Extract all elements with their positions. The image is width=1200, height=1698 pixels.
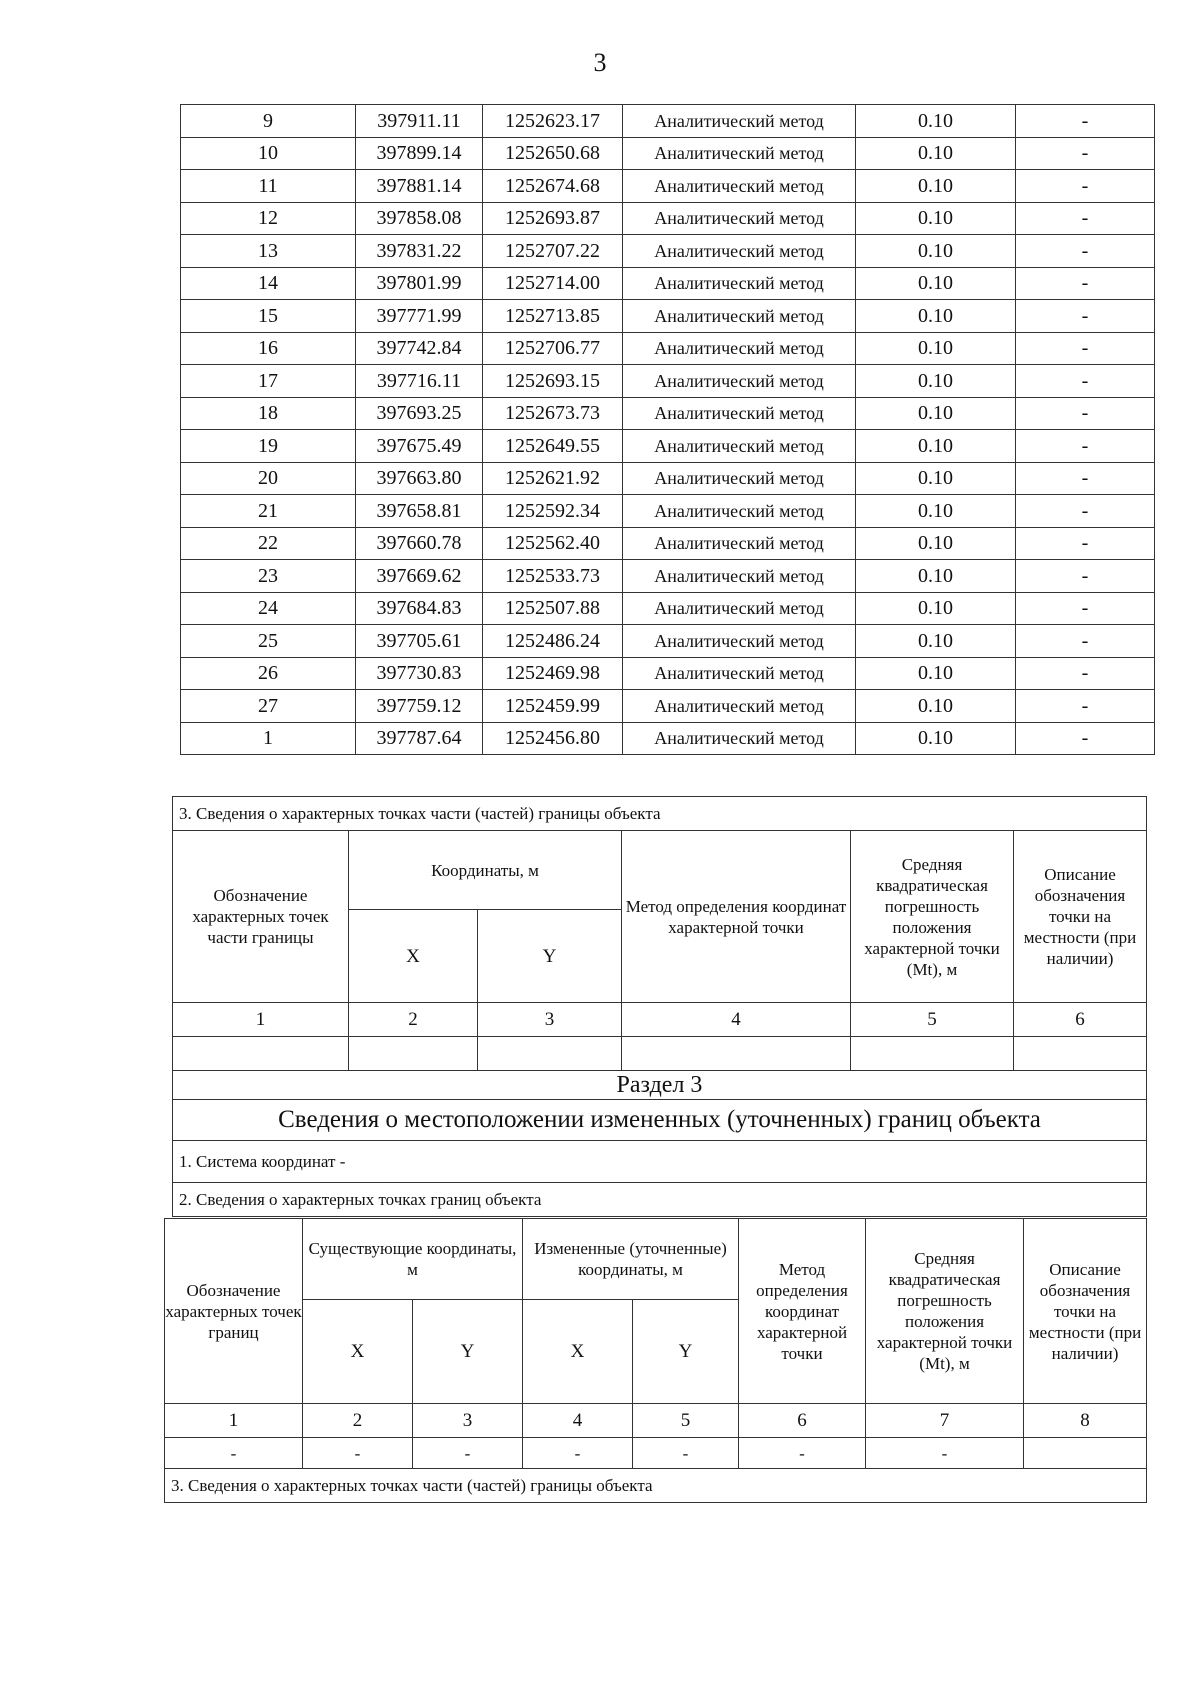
cell-mt: 0.10 <box>856 690 1016 723</box>
cell-n: 25 <box>181 625 356 658</box>
table-row <box>181 527 1155 560</box>
header-x: X <box>303 1300 413 1404</box>
cell-desc: - <box>1016 267 1155 300</box>
table-row <box>181 267 1155 300</box>
col-num: 4 <box>523 1404 633 1438</box>
cell-x: 397881.14 <box>356 170 483 203</box>
cell-x: 397675.49 <box>356 430 483 463</box>
section-title: Раздел 3 <box>173 1071 1147 1100</box>
col-num: 4 <box>622 1003 851 1037</box>
cell-mt: 0.10 <box>856 202 1016 235</box>
cell-method: Аналитический метод <box>623 625 856 658</box>
cell-mt: 0.10 <box>856 300 1016 333</box>
cell-method: Аналитический метод <box>623 105 856 138</box>
cell-method: Аналитический метод <box>623 332 856 365</box>
col-num: 2 <box>349 1003 478 1037</box>
cell-n: 19 <box>181 430 356 463</box>
cell-method: Аналитический метод <box>623 137 856 170</box>
cell-mt: 0.10 <box>856 625 1016 658</box>
page-number: 3 <box>593 48 607 77</box>
cell-n: 20 <box>181 462 356 495</box>
cell-mt: 0.10 <box>856 527 1016 560</box>
cell-method: Аналитический метод <box>623 365 856 398</box>
cell-x: 397801.99 <box>356 267 483 300</box>
cell-mt: 0.10 <box>856 657 1016 690</box>
cell-n: 27 <box>181 690 356 723</box>
empty-cell <box>478 1037 622 1071</box>
table-row <box>181 332 1155 365</box>
cell-y: 1252486.24 <box>483 625 623 658</box>
cell-mt: 0.10 <box>856 722 1016 755</box>
cell-mt: 0.10 <box>856 560 1016 593</box>
cell-method: Аналитический метод <box>623 430 856 463</box>
header-description: Описание обозначения точки на местности (при наличии) <box>1014 831 1147 1003</box>
cell-desc: - <box>1016 332 1155 365</box>
empty-cell <box>173 1037 349 1071</box>
cell-n: 23 <box>181 560 356 593</box>
table-row <box>181 462 1155 495</box>
cell-mt: 0.10 <box>856 462 1016 495</box>
cell-y: 1252650.68 <box>483 137 623 170</box>
cell-desc: - <box>1016 430 1155 463</box>
cell-x: 397663.80 <box>356 462 483 495</box>
header-error: Средняя квадратическая погрешность положения характерной точки (Mt), м <box>851 831 1014 1003</box>
cell-x: 397669.62 <box>356 560 483 593</box>
table-row <box>181 430 1155 463</box>
cell-method: Аналитический метод <box>623 527 856 560</box>
col-num: 3 <box>413 1404 523 1438</box>
header-method: Метод определения координат характерной точки <box>622 831 851 1003</box>
cell-n: 10 <box>181 137 356 170</box>
cell-desc: - <box>1016 462 1155 495</box>
cell-y: 1252592.34 <box>483 495 623 528</box>
table-row <box>181 300 1155 333</box>
col-num: 5 <box>633 1404 739 1438</box>
cell-n: 22 <box>181 527 356 560</box>
cell-x: 397684.83 <box>356 592 483 625</box>
cell-x: 397831.22 <box>356 235 483 268</box>
cell-desc: - <box>1016 202 1155 235</box>
boundary-points-caption: 2. Сведения о характерных точках границ объекта <box>173 1183 1147 1217</box>
cell-n: 16 <box>181 332 356 365</box>
cell-y: 1252674.68 <box>483 170 623 203</box>
header-x: X <box>523 1300 633 1404</box>
dash-cell: - <box>523 1438 633 1469</box>
cell-mt: 0.10 <box>856 267 1016 300</box>
dash-cell: - <box>165 1438 303 1469</box>
cell-method: Аналитический метод <box>623 267 856 300</box>
cell-desc: - <box>1016 495 1155 528</box>
cell-y: 1252621.92 <box>483 462 623 495</box>
header-coordinates: Координаты, м <box>349 831 622 910</box>
cell-y: 1252533.73 <box>483 560 623 593</box>
cell-n: 26 <box>181 657 356 690</box>
cell-n: 13 <box>181 235 356 268</box>
header-y: Y <box>633 1300 739 1404</box>
table-row <box>181 170 1155 203</box>
cell-desc: - <box>1016 235 1155 268</box>
cell-y: 1252714.00 <box>483 267 623 300</box>
cell-method: Аналитический метод <box>623 690 856 723</box>
cell-x: 397705.61 <box>356 625 483 658</box>
cell-n: 11 <box>181 170 356 203</box>
coordinate-system: 1. Система координат - <box>173 1141 1147 1183</box>
dash-cell: - <box>413 1438 523 1469</box>
header-x: X <box>349 910 478 1003</box>
cell-x: 397899.14 <box>356 137 483 170</box>
changed-boundaries-table <box>164 1218 1147 1503</box>
cell-n: 21 <box>181 495 356 528</box>
cell-mt: 0.10 <box>856 592 1016 625</box>
cell-n: 24 <box>181 592 356 625</box>
cell-y: 1252707.22 <box>483 235 623 268</box>
cell-method: Аналитический метод <box>623 560 856 593</box>
cell-mt: 0.10 <box>856 365 1016 398</box>
table-row <box>181 592 1155 625</box>
cell-x: 397658.81 <box>356 495 483 528</box>
cell-x: 397858.08 <box>356 202 483 235</box>
cell-desc: - <box>1016 560 1155 593</box>
table-row <box>181 722 1155 755</box>
cell-x: 397771.99 <box>356 300 483 333</box>
cell-method: Аналитический метод <box>623 397 856 430</box>
header-designation: Обозначение характерных точек части границы <box>173 831 349 1003</box>
cell-desc: - <box>1016 397 1155 430</box>
cell-mt: 0.10 <box>856 430 1016 463</box>
header-description: Описание обозначения точки на местности (при наличии) <box>1024 1219 1147 1404</box>
cell-mt: 0.10 <box>856 105 1016 138</box>
cell-x: 397787.64 <box>356 722 483 755</box>
cell-n: 9 <box>181 105 356 138</box>
header-designation: Обозначение характерных точек границ <box>165 1219 303 1404</box>
cell-method: Аналитический метод <box>623 300 856 333</box>
cell-x: 397716.11 <box>356 365 483 398</box>
cell-y: 1252713.85 <box>483 300 623 333</box>
cell-n: 17 <box>181 365 356 398</box>
table-row <box>181 105 1155 138</box>
cell-desc: - <box>1016 137 1155 170</box>
col-num: 3 <box>478 1003 622 1037</box>
col-num: 1 <box>165 1404 303 1438</box>
part-points-caption: 3. Сведения о характерных точках части (частей) границы объекта <box>173 797 1147 831</box>
table-row <box>181 137 1155 170</box>
cell-mt: 0.10 <box>856 495 1016 528</box>
cell-desc: - <box>1016 527 1155 560</box>
cell-n: 12 <box>181 202 356 235</box>
empty-cell <box>349 1037 478 1071</box>
cell-y: 1252693.15 <box>483 365 623 398</box>
table-row <box>181 235 1155 268</box>
table-row <box>181 397 1155 430</box>
cell-mt: 0.10 <box>856 332 1016 365</box>
dash-cell: - <box>739 1438 866 1469</box>
cell-y: 1252507.88 <box>483 592 623 625</box>
cell-desc: - <box>1016 592 1155 625</box>
cell-desc: - <box>1016 722 1155 755</box>
cell-mt: 0.10 <box>856 235 1016 268</box>
col-num: 2 <box>303 1404 413 1438</box>
cell-mt: 0.10 <box>856 170 1016 203</box>
cell-x: 397759.12 <box>356 690 483 723</box>
col-num: 8 <box>1024 1404 1147 1438</box>
table-row <box>181 365 1155 398</box>
cell-y: 1252693.87 <box>483 202 623 235</box>
cell-y: 1252562.40 <box>483 527 623 560</box>
cell-desc: - <box>1016 625 1155 658</box>
cell-n: 18 <box>181 397 356 430</box>
cell-y: 1252623.17 <box>483 105 623 138</box>
empty-cell <box>622 1037 851 1071</box>
dash-cell: - <box>633 1438 739 1469</box>
col-num: 6 <box>739 1404 866 1438</box>
cell-method: Аналитический метод <box>623 722 856 755</box>
empty-cell <box>1014 1037 1147 1071</box>
cell-y: 1252456.80 <box>483 722 623 755</box>
table-row <box>181 495 1155 528</box>
cell-y: 1252673.73 <box>483 397 623 430</box>
part-boundary-table <box>172 796 1147 1217</box>
cell-n: 1 <box>181 722 356 755</box>
cell-desc: - <box>1016 300 1155 333</box>
empty-cell <box>851 1037 1014 1071</box>
cell-desc: - <box>1016 690 1155 723</box>
cell-method: Аналитический метод <box>623 235 856 268</box>
cell-desc: - <box>1016 170 1155 203</box>
table-row <box>181 560 1155 593</box>
cell-x: 397730.83 <box>356 657 483 690</box>
dash-cell: - <box>303 1438 413 1469</box>
cell-y: 1252469.98 <box>483 657 623 690</box>
cell-n: 15 <box>181 300 356 333</box>
dash-cell <box>1024 1438 1147 1469</box>
dash-cell: - <box>866 1438 1024 1469</box>
header-y: Y <box>478 910 622 1003</box>
part-points-caption: 3. Сведения о характерных точках части (частей) границы объекта <box>165 1469 1147 1503</box>
table-row <box>181 690 1155 723</box>
cell-method: Аналитический метод <box>623 202 856 235</box>
cell-method: Аналитический метод <box>623 495 856 528</box>
cell-mt: 0.10 <box>856 397 1016 430</box>
cell-y: 1252706.77 <box>483 332 623 365</box>
col-num: 1 <box>173 1003 349 1037</box>
cell-x: 397911.11 <box>356 105 483 138</box>
cell-x: 397693.25 <box>356 397 483 430</box>
section-subtitle: Сведения о местоположении измененных (уточненных) границ объекта <box>173 1100 1147 1141</box>
cell-x: 397660.78 <box>356 527 483 560</box>
cell-method: Аналитический метод <box>623 462 856 495</box>
col-num: 7 <box>866 1404 1024 1438</box>
cell-method: Аналитический метод <box>623 592 856 625</box>
cell-desc: - <box>1016 105 1155 138</box>
cell-mt: 0.10 <box>856 137 1016 170</box>
cell-x: 397742.84 <box>356 332 483 365</box>
coordinates-table <box>180 104 1155 755</box>
cell-method: Аналитический метод <box>623 657 856 690</box>
cell-desc: - <box>1016 365 1155 398</box>
header-y: Y <box>413 1300 523 1404</box>
header-changed-coordinates: Измененные (уточненные) координаты, м <box>523 1219 739 1300</box>
header-error: Средняя квадратическая погрешность положения характерной точки (Mt), м <box>866 1219 1024 1404</box>
header-method: Метод определения координат характерной точки <box>739 1219 866 1404</box>
table-row <box>181 625 1155 658</box>
cell-y: 1252459.99 <box>483 690 623 723</box>
cell-n: 14 <box>181 267 356 300</box>
col-num: 5 <box>851 1003 1014 1037</box>
col-num: 6 <box>1014 1003 1147 1037</box>
table-row <box>181 657 1155 690</box>
cell-desc: - <box>1016 657 1155 690</box>
table-row <box>181 202 1155 235</box>
header-existing-coordinates: Существующие координаты, м <box>303 1219 523 1300</box>
cell-method: Аналитический метод <box>623 170 856 203</box>
cell-y: 1252649.55 <box>483 430 623 463</box>
